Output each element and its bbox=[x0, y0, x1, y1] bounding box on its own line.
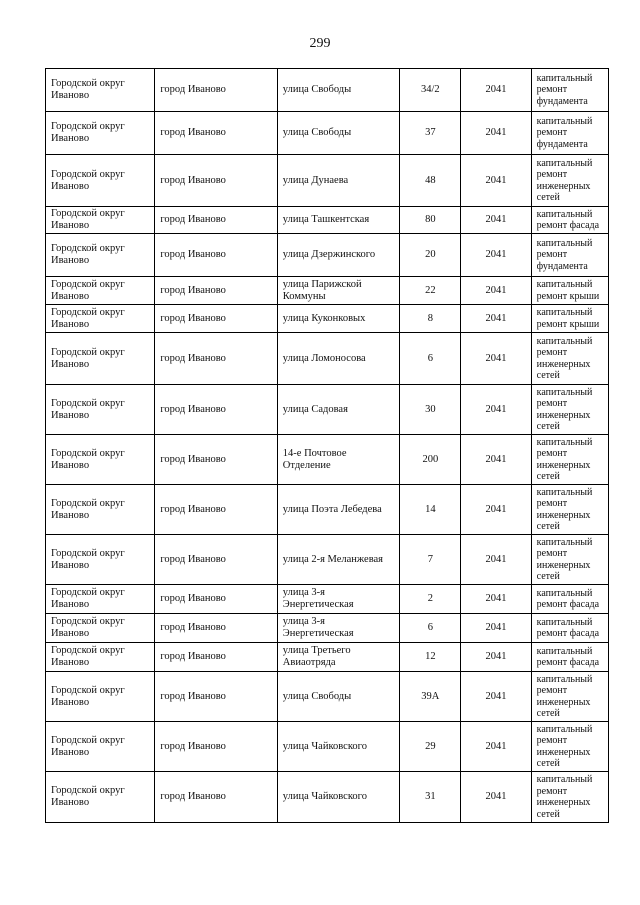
work-type-cell: капитальный ремонт фундамента bbox=[531, 69, 608, 112]
street-cell: улица Дунаева bbox=[277, 155, 399, 207]
municipality-cell: Городской округ Иваново bbox=[46, 207, 155, 234]
city-cell: город Иваново bbox=[155, 333, 277, 385]
city-cell: город Иваново bbox=[155, 672, 277, 722]
municipality-cell: Городской округ Иваново bbox=[46, 155, 155, 207]
table-row bbox=[46, 772, 609, 823]
table-row bbox=[46, 385, 609, 435]
year-cell: 2041 bbox=[461, 643, 531, 672]
work-type-cell: капитальный ремонт инженерных сетей bbox=[531, 435, 608, 485]
municipality-cell: Городской округ Иваново bbox=[46, 333, 155, 385]
year-cell: 2041 bbox=[461, 385, 531, 435]
year-cell: 2041 bbox=[461, 672, 531, 722]
city-cell: город Иваново bbox=[155, 385, 277, 435]
table-row bbox=[46, 614, 609, 643]
street-cell: улица Ташкентская bbox=[277, 207, 399, 234]
table-row bbox=[46, 435, 609, 485]
year-cell: 2041 bbox=[461, 722, 531, 772]
work-type-cell: капитальный ремонт фасада bbox=[531, 614, 608, 643]
city-cell: город Иваново bbox=[155, 277, 277, 305]
city-cell: город Иваново bbox=[155, 585, 277, 614]
work-type-cell: капитальный ремонт фасада bbox=[531, 643, 608, 672]
house-number-cell: 200 bbox=[400, 435, 461, 485]
table-row bbox=[46, 643, 609, 672]
city-cell: город Иваново bbox=[155, 234, 277, 277]
street-cell: улица 2-я Меланжевая bbox=[277, 535, 399, 585]
table-row bbox=[46, 69, 609, 112]
table-body bbox=[46, 69, 609, 823]
street-cell: улица Свободы bbox=[277, 672, 399, 722]
table-row bbox=[46, 672, 609, 722]
house-number-cell: 30 bbox=[400, 385, 461, 435]
year-cell: 2041 bbox=[461, 772, 531, 823]
city-cell: город Иваново bbox=[155, 722, 277, 772]
year-cell: 2041 bbox=[461, 485, 531, 535]
municipality-cell: Городской округ Иваново bbox=[46, 772, 155, 823]
work-type-cell: капитальный ремонт фундамента bbox=[531, 112, 608, 155]
house-number-cell: 12 bbox=[400, 643, 461, 672]
street-cell: улица Чайковского bbox=[277, 722, 399, 772]
year-cell: 2041 bbox=[461, 155, 531, 207]
work-type-cell: капитальный ремонт инженерных сетей bbox=[531, 385, 608, 435]
work-type-cell: капитальный ремонт крыши bbox=[531, 277, 608, 305]
house-number-cell: 48 bbox=[400, 155, 461, 207]
street-cell: улица Поэта Лебедева bbox=[277, 485, 399, 535]
municipality-cell: Городской округ Иваново bbox=[46, 485, 155, 535]
year-cell: 2041 bbox=[461, 69, 531, 112]
work-type-cell: капитальный ремонт инженерных сетей bbox=[531, 672, 608, 722]
house-number-cell: 2 bbox=[400, 585, 461, 614]
work-type-cell: капитальный ремонт инженерных сетей bbox=[531, 722, 608, 772]
house-number-cell: 6 bbox=[400, 614, 461, 643]
table-row bbox=[46, 112, 609, 155]
year-cell: 2041 bbox=[461, 277, 531, 305]
municipality-cell: Городской округ Иваново bbox=[46, 722, 155, 772]
work-type-cell: капитальный ремонт инженерных сетей bbox=[531, 155, 608, 207]
page-number: 299 bbox=[309, 36, 331, 51]
house-number-cell: 20 bbox=[400, 234, 461, 277]
city-cell: город Иваново bbox=[155, 435, 277, 485]
municipality-cell: Городской округ Иваново bbox=[46, 535, 155, 585]
year-cell: 2041 bbox=[461, 112, 531, 155]
street-cell: улица Садовая bbox=[277, 385, 399, 435]
street-cell: улица Третьего Авиаотряда bbox=[277, 643, 399, 672]
repair-schedule-table bbox=[45, 68, 609, 823]
house-number-cell: 80 bbox=[400, 207, 461, 234]
table-row bbox=[46, 722, 609, 772]
work-type-cell: капитальный ремонт инженерных сетей bbox=[531, 333, 608, 385]
municipality-cell: Городской округ Иваново bbox=[46, 643, 155, 672]
year-cell: 2041 bbox=[461, 234, 531, 277]
street-cell: улица Парижской Коммуны bbox=[277, 277, 399, 305]
table-row bbox=[46, 333, 609, 385]
city-cell: город Иваново bbox=[155, 614, 277, 643]
table-row bbox=[46, 155, 609, 207]
work-type-cell: капитальный ремонт инженерных сетей bbox=[531, 485, 608, 535]
work-type-cell: капитальный ремонт фасада bbox=[531, 585, 608, 614]
table-row bbox=[46, 485, 609, 535]
house-number-cell: 31 bbox=[400, 772, 461, 823]
work-type-cell: капитальный ремонт крыши bbox=[531, 305, 608, 333]
house-number-cell: 29 bbox=[400, 722, 461, 772]
table-row bbox=[46, 535, 609, 585]
municipality-cell: Городской округ Иваново bbox=[46, 305, 155, 333]
municipality-cell: Городской округ Иваново bbox=[46, 672, 155, 722]
street-cell: улица 3-я Энергетическая bbox=[277, 614, 399, 643]
table-row bbox=[46, 234, 609, 277]
house-number-cell: 7 bbox=[400, 535, 461, 585]
street-cell: улица Ломоносова bbox=[277, 333, 399, 385]
street-cell: улица Чайковского bbox=[277, 772, 399, 823]
year-cell: 2041 bbox=[461, 435, 531, 485]
city-cell: город Иваново bbox=[155, 207, 277, 234]
city-cell: город Иваново bbox=[155, 643, 277, 672]
table-row bbox=[46, 305, 609, 333]
city-cell: город Иваново bbox=[155, 155, 277, 207]
municipality-cell: Городской округ Иваново bbox=[46, 435, 155, 485]
city-cell: город Иваново bbox=[155, 305, 277, 333]
street-cell: улица 3-я Энергетическая bbox=[277, 585, 399, 614]
year-cell: 2041 bbox=[461, 305, 531, 333]
year-cell: 2041 bbox=[461, 614, 531, 643]
house-number-cell: 39А bbox=[400, 672, 461, 722]
house-number-cell: 6 bbox=[400, 333, 461, 385]
street-cell: улица Дзержинского bbox=[277, 234, 399, 277]
street-cell: улица Куконковых bbox=[277, 305, 399, 333]
house-number-cell: 37 bbox=[400, 112, 461, 155]
street-cell: 14-е Почтовое Отделение bbox=[277, 435, 399, 485]
house-number-cell: 34/2 bbox=[400, 69, 461, 112]
work-type-cell: капитальный ремонт инженерных сетей bbox=[531, 772, 608, 823]
house-number-cell: 22 bbox=[400, 277, 461, 305]
work-type-cell: капитальный ремонт фасада bbox=[531, 207, 608, 234]
year-cell: 2041 bbox=[461, 585, 531, 614]
table-row bbox=[46, 277, 609, 305]
table-row bbox=[46, 207, 609, 234]
work-type-cell: капитальный ремонт фундамента bbox=[531, 234, 608, 277]
municipality-cell: Городской округ Иваново bbox=[46, 234, 155, 277]
city-cell: город Иваново bbox=[155, 772, 277, 823]
city-cell: город Иваново bbox=[155, 112, 277, 155]
city-cell: город Иваново bbox=[155, 69, 277, 112]
municipality-cell: Городской округ Иваново bbox=[46, 614, 155, 643]
house-number-cell: 8 bbox=[400, 305, 461, 333]
municipality-cell: Городской округ Иваново bbox=[46, 69, 155, 112]
street-cell: улица Свободы bbox=[277, 69, 399, 112]
municipality-cell: Городской округ Иваново bbox=[46, 585, 155, 614]
year-cell: 2041 bbox=[461, 333, 531, 385]
year-cell: 2041 bbox=[461, 207, 531, 234]
year-cell: 2041 bbox=[461, 535, 531, 585]
work-type-cell: капитальный ремонт инженерных сетей bbox=[531, 535, 608, 585]
street-cell: улица Свободы bbox=[277, 112, 399, 155]
municipality-cell: Городской округ Иваново bbox=[46, 385, 155, 435]
city-cell: город Иваново bbox=[155, 535, 277, 585]
table-row bbox=[46, 585, 609, 614]
city-cell: город Иваново bbox=[155, 485, 277, 535]
municipality-cell: Городской округ Иваново bbox=[46, 277, 155, 305]
municipality-cell: Городской округ Иваново bbox=[46, 112, 155, 155]
house-number-cell: 14 bbox=[400, 485, 461, 535]
